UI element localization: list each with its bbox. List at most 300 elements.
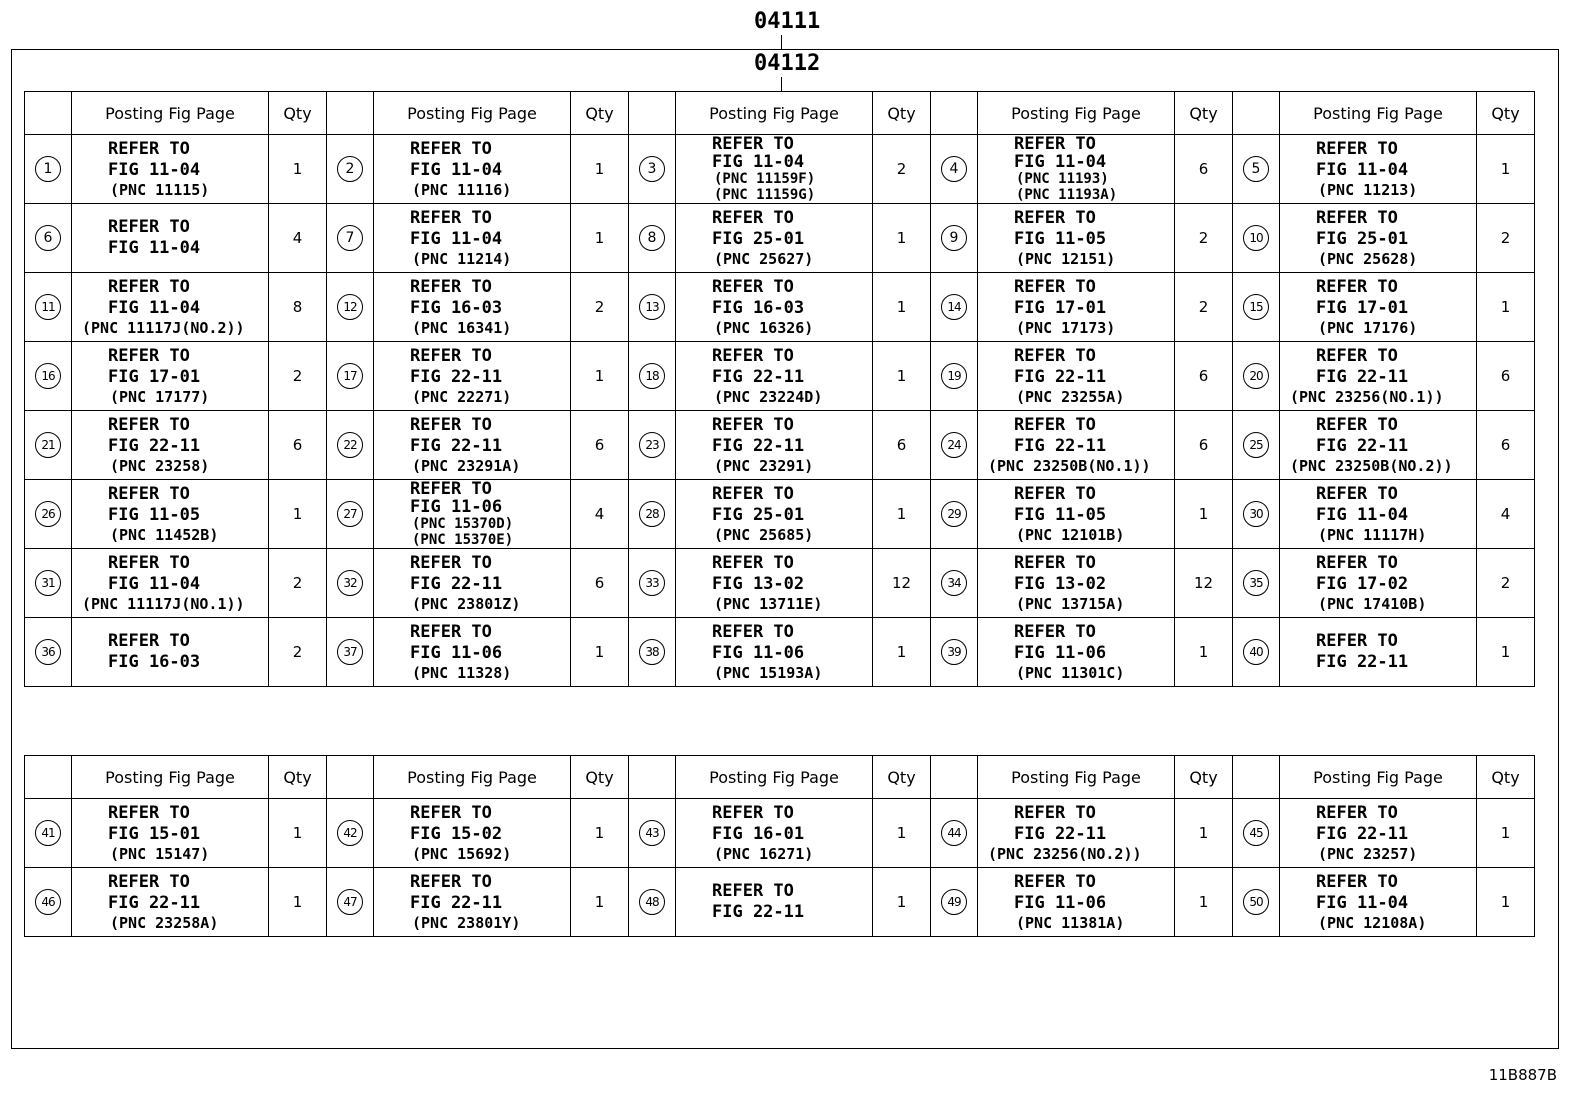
item-number-badge: 28: [639, 501, 665, 527]
qty-value: 1: [1477, 273, 1535, 342]
fig-page-text: FIG 16-03: [108, 652, 201, 672]
fig-reference-cell: [676, 799, 873, 868]
item-number-cell: [327, 480, 374, 549]
pnc-text: (PNC 23224D): [714, 388, 823, 406]
item-number-badge: 3: [639, 156, 665, 182]
item-number-badge: 11: [35, 294, 61, 320]
item-number-cell: [327, 868, 374, 937]
fig-reference-cell: [1280, 799, 1477, 868]
header-number-cell: [1233, 92, 1280, 135]
item-number-badge: 26: [35, 501, 61, 527]
fig-page-text: FIG 22-11: [712, 367, 805, 387]
fig-page-text: FIG 11-04: [1014, 152, 1107, 172]
item-number-badge: 16: [35, 363, 61, 389]
header-posting-fig-page: Posting Fig Page: [374, 92, 571, 135]
fig-reference-cell: [374, 549, 571, 618]
header-qty: Qty: [269, 756, 327, 799]
item-number-badge: 45: [1243, 820, 1269, 846]
item-number-badge: 27: [337, 501, 363, 527]
header-row: [25, 92, 1535, 135]
refer-to-text: REFER TO: [1316, 803, 1398, 823]
fig-reference-cell: [72, 411, 269, 480]
refer-to-text: REFER TO: [712, 803, 794, 823]
fig-page-text: FIG 11-06: [712, 643, 805, 663]
qty-value: 1: [1477, 799, 1535, 868]
pnc-text: (PNC 11328): [412, 664, 512, 682]
fig-page-text: FIG 22-11: [1014, 436, 1107, 456]
item-number-cell: [1233, 868, 1280, 937]
item-number-badge: 2: [337, 156, 363, 182]
item-number-cell: [1233, 135, 1280, 204]
item-number-cell: [931, 799, 978, 868]
qty-value: 6: [1175, 135, 1233, 204]
reference-table-2: [24, 755, 1535, 937]
qty-value: 1: [873, 618, 931, 687]
pnc-text: (PNC 23250B(NO.1)): [988, 457, 1151, 475]
pnc-text: (PNC 11452B): [110, 526, 219, 544]
table-row: [25, 868, 1535, 937]
qty-value: 12: [1175, 549, 1233, 618]
pnc-text: (PNC 23291A): [412, 457, 521, 475]
qty-value: 1: [571, 135, 629, 204]
item-number-badge: 49: [941, 889, 967, 915]
fig-reference-cell: [1280, 480, 1477, 549]
refer-to-text: REFER TO: [712, 622, 794, 642]
qty-value: 12: [873, 549, 931, 618]
qty-value: 6: [269, 411, 327, 480]
refer-to-text: REFER TO: [712, 484, 794, 504]
fig-page-text: FIG 11-04: [410, 160, 503, 180]
item-number-cell: [629, 135, 676, 204]
pnc-text: (PNC 23257): [1318, 845, 1418, 863]
header-qty: Qty: [571, 92, 629, 135]
fig-reference-cell: [72, 799, 269, 868]
fig-page-text: FIG 11-04: [1316, 160, 1409, 180]
item-number-cell: [1233, 799, 1280, 868]
header-number-cell: [629, 92, 676, 135]
fig-reference-cell: [72, 618, 269, 687]
fig-reference-cell: [978, 135, 1175, 204]
fig-reference-cell: [1280, 342, 1477, 411]
item-number-badge: 17: [337, 363, 363, 389]
fig-page-text: FIG 22-11: [1316, 436, 1409, 456]
fig-page-text: FIG 15-02: [410, 824, 503, 844]
refer-to-text: REFER TO: [1316, 631, 1398, 651]
item-number-cell: [25, 411, 72, 480]
fig-page-text: FIG 22-11: [410, 893, 503, 913]
item-number-badge: 25: [1243, 432, 1269, 458]
item-number-cell: [1233, 342, 1280, 411]
pnc-text: (PNC 12101B): [1016, 526, 1125, 544]
header-number-cell: [25, 756, 72, 799]
item-number-cell: [931, 342, 978, 411]
qty-value: 1: [873, 799, 931, 868]
qty-value: 1: [1175, 618, 1233, 687]
pnc-text: (PNC 11213): [1318, 181, 1418, 199]
table-row: [25, 618, 1535, 687]
qty-value: 6: [571, 549, 629, 618]
item-number-badge: 10: [1243, 225, 1269, 251]
refer-to-text: REFER TO: [1014, 208, 1096, 228]
fig-page-text: FIG 22-11: [1014, 824, 1107, 844]
pnc-text: (PNC 11159G): [714, 187, 816, 203]
refer-to-text: REFER TO: [1014, 803, 1096, 823]
fig-page-text: FIG 11-04: [1316, 505, 1409, 525]
part-code-top: 04111: [754, 9, 821, 34]
qty-value: 6: [1175, 342, 1233, 411]
pnc-text: (PNC 23258A): [110, 914, 219, 932]
fig-page-text: FIG 11-04: [410, 229, 503, 249]
table-row: [25, 549, 1535, 618]
table-row: [25, 273, 1535, 342]
pnc-text: (PNC 17176): [1318, 319, 1418, 337]
refer-to-text: REFER TO: [712, 346, 794, 366]
header-posting-fig-page: Posting Fig Page: [374, 756, 571, 799]
pnc-text: (PNC 15147): [110, 845, 210, 863]
item-number-badge: 34: [941, 570, 967, 596]
item-number-badge: 39: [941, 639, 967, 665]
item-number-cell: [327, 799, 374, 868]
refer-to-text: REFER TO: [1014, 553, 1096, 573]
fig-reference-cell: [978, 480, 1175, 549]
fig-reference-cell: [374, 135, 571, 204]
qty-value: 6: [1477, 411, 1535, 480]
fig-reference-cell: [72, 135, 269, 204]
refer-to-text: REFER TO: [1316, 346, 1398, 366]
item-number-badge: 48: [639, 889, 665, 915]
item-number-badge: 6: [35, 225, 61, 251]
item-number-cell: [629, 342, 676, 411]
fig-reference-cell: [676, 480, 873, 549]
item-number-cell: [327, 618, 374, 687]
pnc-text: (PNC 15193A): [714, 664, 823, 682]
fig-page-text: FIG 25-01: [1316, 229, 1409, 249]
refer-to-text: REFER TO: [108, 139, 190, 159]
refer-to-text: REFER TO: [1014, 622, 1096, 642]
fig-page-text: FIG 17-01: [1014, 298, 1107, 318]
fig-page-text: FIG 22-11: [1014, 367, 1107, 387]
fig-page-text: FIG 11-04: [108, 160, 201, 180]
fig-reference-cell: [1280, 411, 1477, 480]
table-row: [25, 411, 1535, 480]
refer-to-text: REFER TO: [410, 553, 492, 573]
fig-reference-cell: [1280, 618, 1477, 687]
qty-value: 1: [571, 868, 629, 937]
fig-reference-cell: [978, 799, 1175, 868]
table-row: [25, 480, 1535, 549]
header-qty: Qty: [1175, 92, 1233, 135]
item-number-cell: [1233, 549, 1280, 618]
fig-reference-cell: [676, 204, 873, 273]
fig-page-text: FIG 11-06: [410, 643, 503, 663]
fig-page-text: FIG 22-11: [1316, 824, 1409, 844]
qty-value: 4: [571, 480, 629, 549]
fig-page-text: FIG 25-01: [712, 229, 805, 249]
refer-to-text: REFER TO: [108, 631, 190, 651]
pnc-text: (PNC 15370E): [412, 532, 514, 548]
pnc-text: (PNC 11117J(NO.1)): [82, 595, 245, 613]
qty-value: 1: [269, 480, 327, 549]
qty-value: 6: [1477, 342, 1535, 411]
pnc-text: (PNC 23256(NO.2)): [988, 845, 1142, 863]
item-number-badge: 46: [35, 889, 61, 915]
fig-page-text: FIG 22-11: [410, 436, 503, 456]
item-number-cell: [1233, 204, 1280, 273]
fig-page-text: FIG 11-05: [108, 505, 201, 525]
qty-value: 6: [873, 411, 931, 480]
fig-reference-cell: [374, 618, 571, 687]
fig-page-text: FIG 11-06: [1014, 893, 1107, 913]
item-number-cell: [931, 618, 978, 687]
item-number-cell: [931, 135, 978, 204]
item-number-badge: 31: [35, 570, 61, 596]
item-number-cell: [327, 273, 374, 342]
refer-to-text: REFER TO: [108, 277, 190, 297]
header-posting-fig-page: Posting Fig Page: [978, 756, 1175, 799]
header-posting-fig-page: Posting Fig Page: [1280, 92, 1477, 135]
qty-value: 2: [873, 135, 931, 204]
refer-to-text: REFER TO: [108, 553, 190, 573]
table-row: [25, 342, 1535, 411]
refer-to-text: REFER TO: [1316, 139, 1398, 159]
pnc-text: (PNC 11117H): [1318, 526, 1427, 544]
qty-value: 2: [1175, 273, 1233, 342]
pnc-text: (PNC 15692): [412, 845, 512, 863]
qty-value: 1: [571, 618, 629, 687]
fig-reference-cell: [676, 618, 873, 687]
item-number-badge: 41: [35, 820, 61, 846]
qty-value: 4: [269, 204, 327, 273]
qty-value: 1: [1477, 135, 1535, 204]
fig-reference-cell: [72, 273, 269, 342]
fig-reference-cell: [978, 549, 1175, 618]
pnc-text: (PNC 17173): [1016, 319, 1116, 337]
qty-value: 1: [571, 204, 629, 273]
item-number-badge: 44: [941, 820, 967, 846]
fig-reference-cell: [676, 868, 873, 937]
fig-reference-cell: [72, 204, 269, 273]
header-qty: Qty: [1477, 756, 1535, 799]
item-number-cell: [629, 868, 676, 937]
pnc-text: (PNC 23256(NO.1)): [1290, 388, 1444, 406]
pnc-text: (PNC 16341): [412, 319, 512, 337]
refer-to-text: REFER TO: [410, 803, 492, 823]
fig-reference-cell: [374, 480, 571, 549]
qty-value: 1: [1175, 799, 1233, 868]
fig-page-text: FIG 16-01: [712, 824, 805, 844]
pnc-text: (PNC 12108A): [1318, 914, 1427, 932]
item-number-cell: [629, 273, 676, 342]
refer-to-text: REFER TO: [1014, 484, 1096, 504]
qty-value: 1: [1477, 618, 1535, 687]
refer-to-text: REFER TO: [410, 479, 492, 499]
refer-to-text: REFER TO: [1014, 277, 1096, 297]
pnc-text: (PNC 23255A): [1016, 388, 1125, 406]
pnc-text: (PNC 25628): [1318, 250, 1418, 268]
fig-reference-cell: [72, 342, 269, 411]
fig-reference-cell: [72, 480, 269, 549]
fig-reference-cell: [676, 411, 873, 480]
item-number-badge: 43: [639, 820, 665, 846]
table-row: [25, 799, 1535, 868]
qty-value: 6: [571, 411, 629, 480]
fig-page-text: FIG 11-04: [108, 574, 201, 594]
qty-value: 2: [1477, 549, 1535, 618]
header-row: [25, 756, 1535, 799]
refer-to-text: REFER TO: [1316, 484, 1398, 504]
pnc-text: (PNC 23801Z): [412, 595, 521, 613]
fig-page-text: FIG 22-11: [108, 893, 201, 913]
item-number-cell: [25, 480, 72, 549]
item-number-cell: [327, 135, 374, 204]
fig-reference-cell: [978, 618, 1175, 687]
item-number-cell: [25, 618, 72, 687]
refer-to-text: REFER TO: [1316, 277, 1398, 297]
fig-reference-cell: [72, 868, 269, 937]
item-number-badge: 13: [639, 294, 665, 320]
refer-to-text: REFER TO: [1014, 346, 1096, 366]
refer-to-text: REFER TO: [712, 134, 794, 154]
item-number-badge: 19: [941, 363, 967, 389]
fig-page-text: FIG 16-03: [712, 298, 805, 318]
refer-to-text: REFER TO: [108, 872, 190, 892]
fig-page-text: FIG 22-11: [712, 436, 805, 456]
qty-value: 1: [1477, 868, 1535, 937]
fig-reference-cell: [1280, 273, 1477, 342]
pnc-text: (PNC 23801Y): [412, 914, 521, 932]
qty-value: 1: [873, 868, 931, 937]
fig-reference-cell: [374, 342, 571, 411]
pnc-text: (PNC 13711E): [714, 595, 823, 613]
fig-reference-cell: [374, 204, 571, 273]
fig-reference-cell: [1280, 204, 1477, 273]
pnc-text: (PNC 22271): [412, 388, 512, 406]
item-number-cell: [931, 204, 978, 273]
fig-reference-cell: [1280, 868, 1477, 937]
qty-value: 2: [269, 549, 327, 618]
item-number-badge: 32: [337, 570, 363, 596]
pnc-text: (PNC 11214): [412, 250, 512, 268]
item-number-badge: 24: [941, 432, 967, 458]
item-number-badge: 20: [1243, 363, 1269, 389]
leader-line-inner: [781, 77, 782, 91]
part-code-inner: 04112: [754, 51, 821, 76]
fig-reference-cell: [374, 799, 571, 868]
qty-value: 1: [571, 799, 629, 868]
fig-page-text: FIG 11-04: [1316, 893, 1409, 913]
pnc-text: (PNC 11193): [1016, 171, 1109, 187]
fig-reference-cell: [978, 342, 1175, 411]
refer-to-text: REFER TO: [410, 208, 492, 228]
refer-to-text: REFER TO: [712, 277, 794, 297]
refer-to-text: REFER TO: [108, 346, 190, 366]
fig-page-text: FIG 22-11: [410, 367, 503, 387]
refer-to-text: REFER TO: [108, 415, 190, 435]
fig-reference-cell: [374, 411, 571, 480]
item-number-cell: [931, 480, 978, 549]
item-number-cell: [931, 411, 978, 480]
item-number-cell: [25, 204, 72, 273]
header-qty: Qty: [571, 756, 629, 799]
item-number-cell: [629, 411, 676, 480]
fig-page-text: FIG 13-02: [1014, 574, 1107, 594]
item-number-badge: 33: [639, 570, 665, 596]
header-posting-fig-page: Posting Fig Page: [676, 756, 873, 799]
qty-value: 1: [269, 799, 327, 868]
fig-page-text: FIG 17-02: [1316, 574, 1409, 594]
item-number-badge: 35: [1243, 570, 1269, 596]
pnc-text: (PNC 17410B): [1318, 595, 1427, 613]
fig-reference-cell: [72, 549, 269, 618]
fig-page-text: FIG 22-11: [1316, 652, 1409, 672]
refer-to-text: REFER TO: [1316, 553, 1398, 573]
item-number-cell: [629, 549, 676, 618]
fig-page-text: FIG 11-04: [108, 238, 201, 258]
header-qty: Qty: [873, 92, 931, 135]
item-number-badge: 47: [337, 889, 363, 915]
item-number-badge: 38: [639, 639, 665, 665]
qty-value: 2: [571, 273, 629, 342]
qty-value: 2: [269, 618, 327, 687]
refer-to-text: REFER TO: [1014, 872, 1096, 892]
item-number-cell: [25, 135, 72, 204]
header-qty: Qty: [1175, 756, 1233, 799]
header-posting-fig-page: Posting Fig Page: [978, 92, 1175, 135]
fig-page-text: FIG 22-11: [108, 436, 201, 456]
item-number-badge: 42: [337, 820, 363, 846]
pnc-text: (PNC 12151): [1016, 250, 1116, 268]
header-number-cell: [931, 92, 978, 135]
item-number-cell: [25, 799, 72, 868]
qty-value: 1: [873, 204, 931, 273]
pnc-text: (PNC 11115): [110, 181, 210, 199]
pnc-text: (PNC 25627): [714, 250, 814, 268]
item-number-badge: 18: [639, 363, 665, 389]
item-number-cell: [25, 342, 72, 411]
fig-page-text: FIG 22-11: [1316, 367, 1409, 387]
refer-to-text: REFER TO: [410, 139, 492, 159]
refer-to-text: REFER TO: [1014, 134, 1096, 154]
item-number-badge: 7: [337, 225, 363, 251]
fig-page-text: FIG 15-01: [108, 824, 201, 844]
header-qty: Qty: [1477, 92, 1535, 135]
qty-value: 6: [1175, 411, 1233, 480]
item-number-cell: [931, 549, 978, 618]
qty-value: 2: [1477, 204, 1535, 273]
header-number-cell: [629, 756, 676, 799]
item-number-cell: [25, 868, 72, 937]
refer-to-text: REFER TO: [712, 881, 794, 901]
refer-to-text: REFER TO: [410, 872, 492, 892]
qty-value: 4: [1477, 480, 1535, 549]
pnc-text: (PNC 16326): [714, 319, 814, 337]
pnc-text: (PNC 11116): [412, 181, 512, 199]
table-row: [25, 204, 1535, 273]
item-number-cell: [1233, 618, 1280, 687]
pnc-text: (PNC 13715A): [1016, 595, 1125, 613]
fig-reference-cell: [1280, 135, 1477, 204]
fig-reference-cell: [374, 273, 571, 342]
fig-page-text: FIG 16-03: [410, 298, 503, 318]
fig-reference-cell: [676, 135, 873, 204]
fig-reference-cell: [978, 868, 1175, 937]
fig-page-text: FIG 25-01: [712, 505, 805, 525]
item-number-cell: [1233, 273, 1280, 342]
item-number-cell: [629, 204, 676, 273]
fig-reference-cell: [676, 549, 873, 618]
item-number-badge: 4: [941, 156, 967, 182]
item-number-cell: [931, 273, 978, 342]
